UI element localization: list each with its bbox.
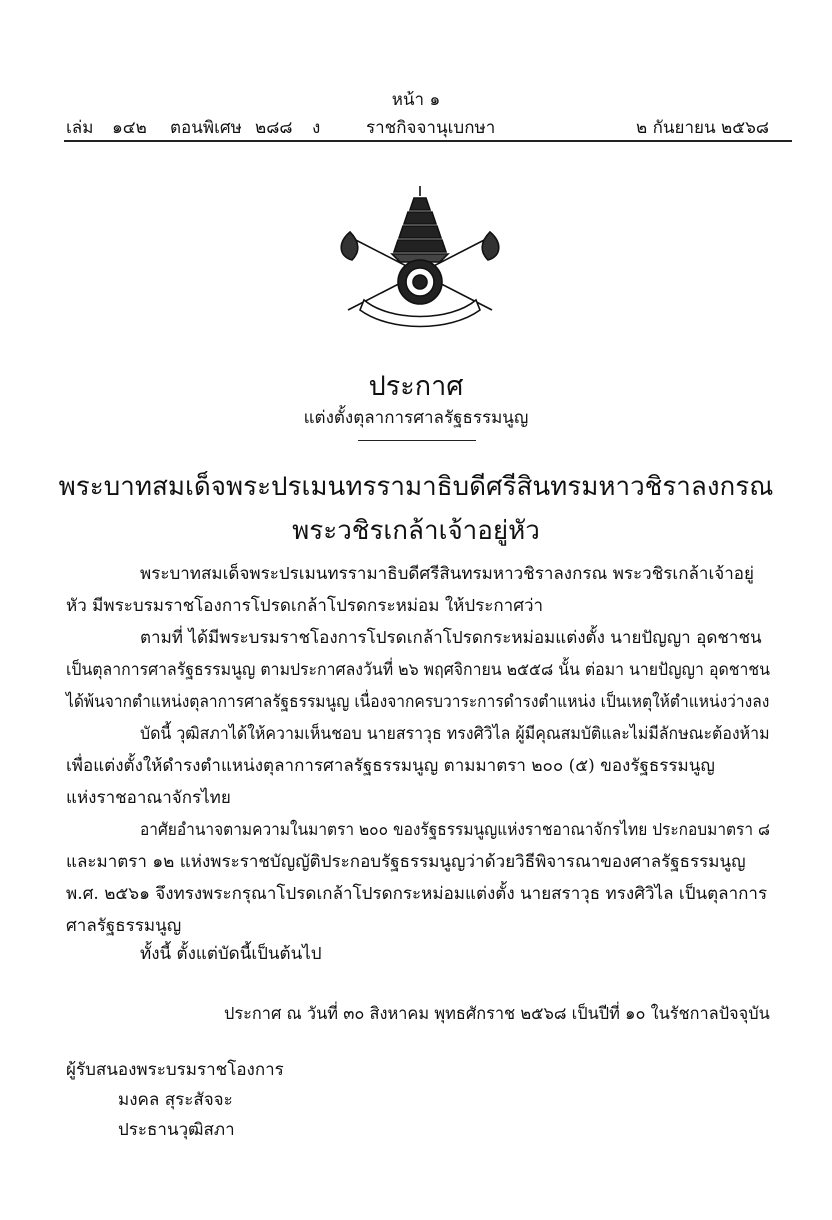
countersign-label: ผู้รับสนองพระบรมราชโองการ [66, 1060, 284, 1080]
body-line: ทั้งนี้ ตั้งแต่บัดนี้เป็นต้นไป [140, 944, 322, 964]
section-number: ๒๘๘ [255, 118, 293, 138]
header-rule [64, 140, 792, 142]
body-line: พระบาทสมเด็จพระปรเมนทรรามาธิบดีศรีสินทรมหาวชิราลงกรณ พระวชิรเกล้าเจ้าอยู่ [140, 564, 754, 584]
king-name-line-1: พระบาทสมเด็จพระปรเมนทรรามาธิบดีศรีสินทรมหาวชิราลงกรณ [58, 472, 774, 502]
section-letter: ง [312, 118, 321, 138]
body-line: เป็นตุลาการศาลรัฐธรรมนูญ ตามประกาศลงวันที่ ๒๖ พฤศจิกายน ๒๕๕๘ นั้น ต่อมา นายปัญญา อุดชาชน [66, 660, 770, 680]
countersign-name: มงคล สุระสัจจะ [118, 1090, 233, 1110]
royal-seal-emblem-icon [330, 182, 510, 330]
announcement-title: ประกาศ [368, 371, 464, 402]
body-line: บัดนี้ วุฒิสภาได้ให้ความเห็นชอบ นายสราวุธ ทรงศิวิไล ผู้มีคุณสมบัติและไม่มีลักษณะต้องห้าม [140, 724, 770, 744]
body-line: เพื่อแต่งตั้งให้ดำรงตำแหน่งตุลาการศาลรัฐธรรมนูญ ตามมาตรา ๒๐๐ (๕) ของรัฐธรรมนูญ [66, 756, 715, 776]
body-line: ตามที่ ได้มีพระบรมราชโองการโปรดเกล้าโปรดกระหม่อมแต่งตั้ง นายปัญญา อุดชาชน [140, 628, 762, 648]
king-name-line-2: พระวชิรเกล้าเจ้าอยู่หัว [292, 516, 540, 546]
volume-number: ๑๔๒ [112, 118, 147, 138]
dated-line: ประกาศ ณ วันที่ ๓๐ สิงหาคม พุทธศักราช ๒๕๖๘ เป็นปีที่ ๑๐ ในรัชกาลปัจจุบัน [224, 1004, 770, 1024]
body-line: ได้พ้นจากตำแหน่งตุลาการศาลรัฐธรรมนูญ เนื่องจากครบวาระการดำรงตำแหน่ง เป็นเหตุให้ตำแหน่งว่างลง [66, 692, 770, 712]
subtitle-rule [358, 440, 476, 441]
body-line: อาศัยอำนาจตามความในมาตรา ๒๐๐ ของรัฐธรรมนูญแห่งราชอาณาจักรไทย ประกอบมาตรา ๘ [140, 820, 770, 840]
page-number: หน้า ๑ [391, 90, 441, 110]
volume-label: เล่ม [66, 118, 94, 138]
body-line: แห่งราชอาณาจักรไทย [66, 788, 231, 808]
body-line: ศาลรัฐธรรมนูญ [66, 916, 182, 936]
body-line: หัว มีพระบรมราชโองการโปรดเกล้าโปรดกระหม่อม ให้ประกาศว่า [66, 596, 544, 616]
gazette-name: ราชกิจจานุเบกษา [366, 118, 496, 138]
body-line: และมาตรา ๑๒ แห่งพระราชบัญญัติประกอบรัฐธรรมนูญว่าด้วยวิธีพิจารณาของศาลรัฐธรรมนูญ [66, 852, 746, 872]
gazette-date: ๒ กันยายน ๒๕๖๘ [636, 118, 769, 138]
section-label: ตอนพิเศษ [170, 118, 242, 138]
body-line: พ.ศ. ๒๕๖๑ จึงทรงพระกรุณาโปรดเกล้าโปรดกระหม่อมแต่งตั้ง นายสราวุธ ทรงศิวิไล เป็นตุลาการ [66, 884, 768, 904]
announcement-subtitle: แต่งตั้งตุลาการศาลรัฐธรรมนูญ [303, 408, 529, 428]
countersign-position: ประธานวุฒิสภา [118, 1120, 235, 1140]
